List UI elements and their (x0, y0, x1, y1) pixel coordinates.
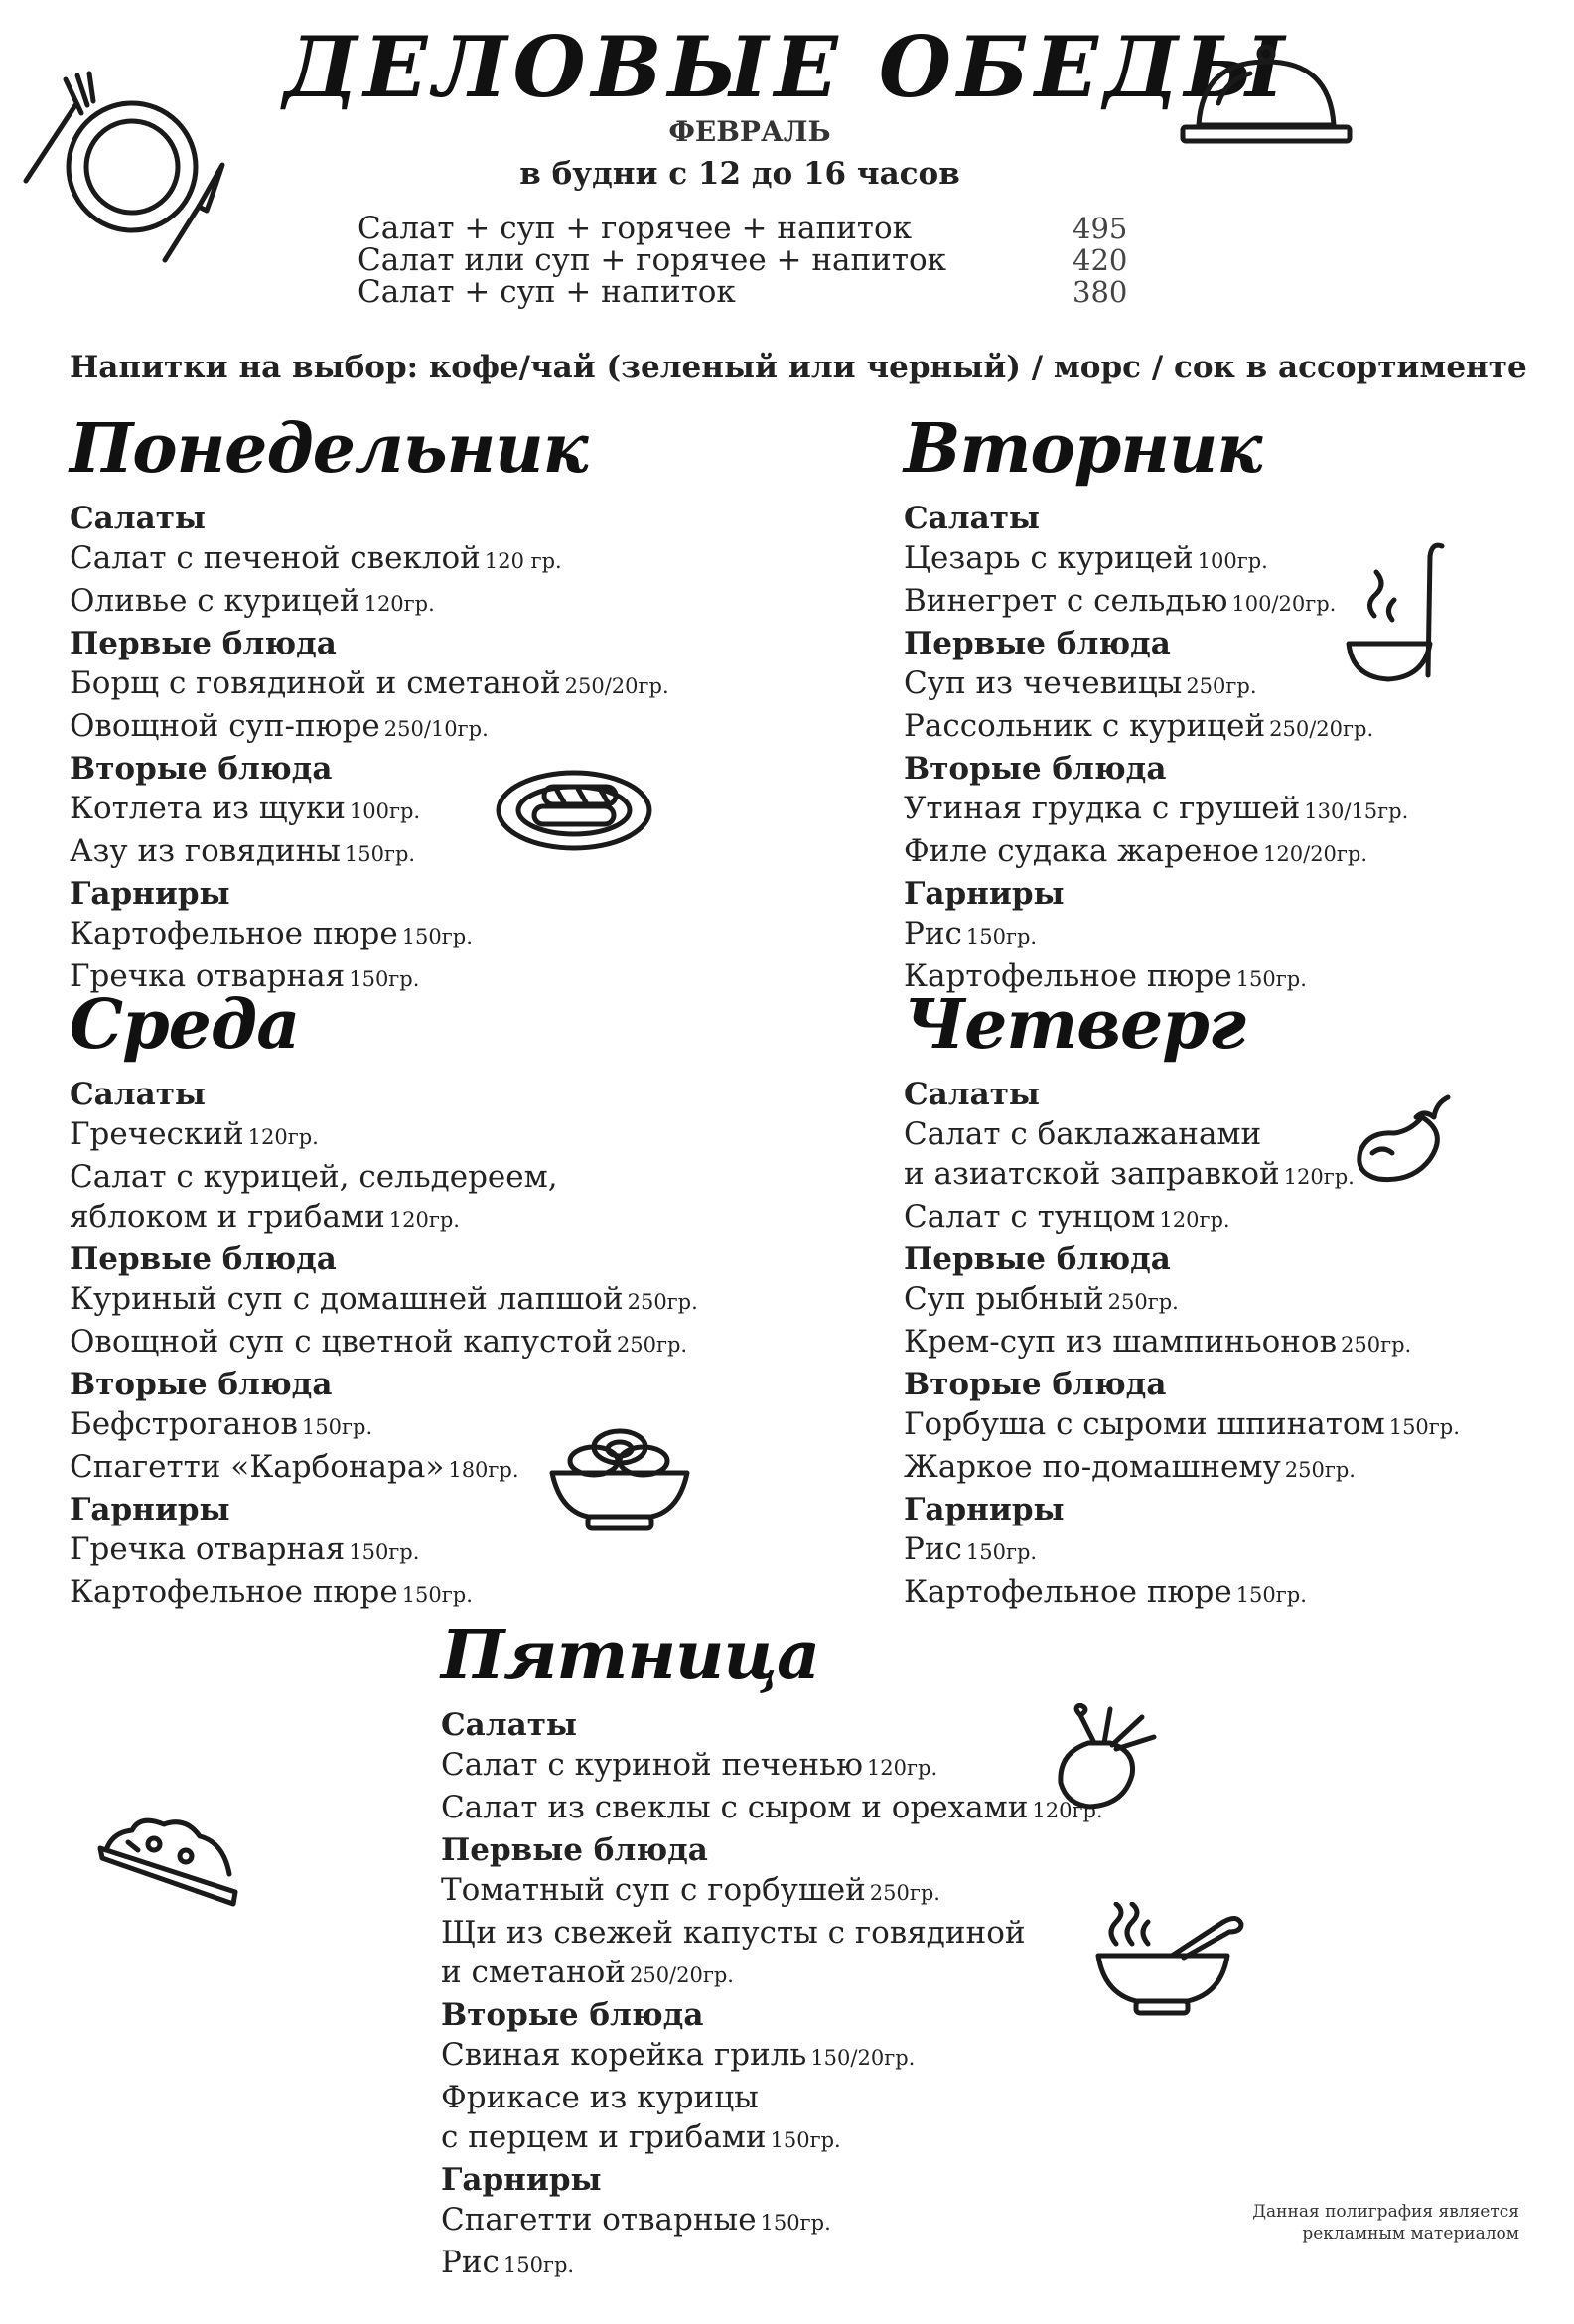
menu-item (904, 1404, 1460, 1447)
menu-item (441, 2200, 1103, 2243)
day-title: Четверг (904, 985, 1246, 1065)
dish-weight: 150гр. (1235, 1583, 1307, 1607)
dish-weight: 150гр. (1235, 967, 1307, 991)
advertising-note-line: рекламным материалом (1302, 2224, 1519, 2244)
category-heading: Гарниры (904, 876, 1065, 912)
dish-name: Спагетти «Карбонара» (70, 1449, 445, 1485)
dish-name: и азиатской заправкой (904, 1156, 1280, 1192)
dish-weight: 100гр. (349, 799, 421, 823)
dish-name: Горбуша с сыроми шпинатом (904, 1406, 1385, 1442)
dish-name: Свиная корейка гриль (441, 2037, 807, 2073)
dish-weight: 120гр. (1283, 1165, 1355, 1189)
category-heading: Салаты (441, 1707, 577, 1743)
salad-plate-icon (94, 1813, 243, 1912)
dish-weight: 250гр. (627, 1290, 698, 1314)
menu-item (70, 1157, 698, 1197)
category-heading: Вторые блюда (904, 751, 1167, 787)
category-heading: Салаты (904, 1077, 1040, 1112)
dish-weight: 150гр. (401, 1583, 473, 1607)
category-heading: Гарниры (70, 876, 230, 912)
dish-name: Картофельное пюре (70, 1574, 398, 1610)
dish-name: Щи из свежей капусты с говядиной (441, 1915, 1026, 1951)
category-heading: Первые блюда (70, 626, 337, 661)
menu-item (70, 914, 669, 956)
dish-name: Гречка отварная (70, 1531, 346, 1567)
dish-weight: 250гр. (1107, 1290, 1179, 1314)
cloche-icon (1177, 40, 1356, 149)
dish-name: Оливье с курицей (70, 583, 360, 619)
menu-item (904, 789, 1408, 831)
menu-item (70, 538, 669, 581)
advertising-note (1192, 2201, 1519, 2245)
dish-weight: 150гр. (770, 2128, 841, 2152)
day-monday (70, 407, 669, 999)
menu-item (904, 831, 1408, 874)
dish-name: Цезарь с курицей (904, 540, 1194, 576)
combo-name: Салат + суп + горячее + напиток (358, 211, 912, 246)
soup-bowl-icon (1092, 1902, 1246, 2021)
menu-item (904, 663, 1408, 706)
category-heading: Вторые блюда (904, 1367, 1167, 1402)
dish-weight: 150гр. (965, 1540, 1038, 1564)
month-label: ФЕВРАЛЬ (668, 115, 831, 148)
dish-name: Рассольник с курицей (904, 708, 1266, 744)
ladle-icon (1341, 536, 1450, 695)
combo-row (358, 276, 1132, 308)
dish-weight: 150гр. (1388, 1415, 1460, 1439)
dish-weight: 120 гр. (484, 549, 562, 573)
dish-name: Жаркое по-домашнему (904, 1449, 1281, 1485)
menu-item (441, 1913, 1103, 1953)
menu-item (904, 1529, 1460, 1572)
menu-item (904, 581, 1408, 624)
day-thursday (904, 983, 1460, 1615)
category-heading: Вторые блюда (441, 1997, 704, 2033)
category-heading: Вторые блюда (70, 1367, 333, 1402)
dish-weight: 120гр. (1032, 1799, 1103, 1822)
dish-weight: 130/15гр. (1304, 799, 1409, 823)
menu-item (904, 914, 1408, 956)
dish-name: Рис (904, 916, 962, 951)
dish-name: Винегрет с сельдью (904, 583, 1228, 619)
dish-name: Салат с тунцом (904, 1199, 1156, 1235)
dish-weight: 250гр. (869, 1881, 940, 1905)
dish-name: Салат с баклажанами (904, 1116, 1262, 1152)
dish-name: Картофельное пюре (904, 1574, 1232, 1610)
dish-name: Рис (904, 1531, 962, 1567)
menu-item (441, 2243, 1103, 2285)
menu-item (70, 1572, 698, 1615)
beet-icon (1051, 1703, 1160, 1813)
dish-name: Картофельное пюре (904, 958, 1232, 994)
dish-name: Салат с куриной печенью (441, 1747, 863, 1783)
menu-item (441, 2117, 1103, 2160)
page-title: ДЕЛОВЫЕ ОБЕДЫ (283, 18, 1291, 116)
dish-weight: 100гр. (1197, 549, 1268, 573)
menu-item (70, 1529, 698, 1572)
dish-name: Фрикасе из курицы (441, 2080, 759, 2115)
dish-weight: 120гр. (1159, 1208, 1230, 1232)
day-title: Вторник (904, 409, 1262, 489)
day-tuesday (904, 407, 1408, 999)
plate-cutlery-icon (18, 70, 236, 278)
drinks-note: Напитки на выбор: кофе/чай (зеленый или черный) / морс / сок в ассортименте (70, 350, 1527, 385)
dish-weight: 120гр. (247, 1125, 319, 1149)
day-title: Понедельник (70, 409, 588, 489)
dish-weight: 120/20гр. (1263, 842, 1368, 866)
advertising-note-line: Данная полиграфия является (1252, 2202, 1519, 2222)
dish-weight: 250/20гр. (1269, 717, 1374, 741)
dish-name: Азу из говядины (70, 833, 341, 869)
dish-weight: 250/20гр. (629, 1963, 734, 1987)
menu-item (70, 663, 669, 706)
dish-name: Филе судака жареное (904, 833, 1260, 869)
eggplant-icon (1353, 1088, 1452, 1187)
dish-name: Рис (441, 2245, 500, 2280)
combo-price: 495 (1073, 212, 1128, 245)
combo-name: Салат + суп + напиток (358, 274, 736, 310)
category-heading: Гарниры (904, 1492, 1065, 1527)
dish-name: Спагетти отварные (441, 2202, 757, 2238)
dish-name: Салат с курицей, сельдереем, (70, 1159, 558, 1195)
dish-weight: 120гр. (866, 1756, 938, 1780)
dish-weight: 150/20гр. (810, 2046, 916, 2070)
dish-name: Суп рыбный (904, 1281, 1104, 1317)
dish-name: Томатный суп с горбушей (441, 1872, 866, 1908)
dish-weight: 150гр. (760, 2211, 831, 2235)
category-heading: Гарниры (441, 2162, 602, 2198)
dish-weight: 120гр. (388, 1208, 460, 1232)
category-heading: Гарниры (70, 1492, 230, 1527)
dish-weight: 150гр. (401, 925, 473, 948)
dish-name: Борщ с говядиной и сметаной (70, 665, 561, 701)
dish-name: Котлета из щуки (70, 791, 346, 826)
category-heading: Первые блюда (904, 626, 1171, 661)
menu-item (70, 581, 669, 624)
menu-item (904, 1197, 1460, 1239)
menu-item (441, 1870, 1103, 1913)
menu-item (441, 1788, 1103, 1830)
category-heading: Салаты (904, 501, 1040, 536)
menu-item (70, 706, 669, 749)
category-heading: Салаты (70, 501, 206, 536)
dish-name: и сметаной (441, 1955, 626, 1990)
category-heading: Первые блюда (904, 1241, 1171, 1277)
menu-item (70, 1322, 698, 1365)
dish-name: Греческий (70, 1116, 244, 1152)
combo-price: 420 (1073, 243, 1128, 277)
dish-weight: 250гр. (616, 1333, 688, 1357)
menu-item (441, 1745, 1103, 1788)
menu-item (904, 1572, 1460, 1615)
combo-name: Салат или суп + горячее + напиток (358, 242, 947, 278)
dish-weight: 120гр. (363, 592, 435, 616)
menu-item (441, 2078, 1103, 2117)
dish-name: Куриный суп с домашней лапшой (70, 1281, 624, 1317)
dish-weight: 150гр. (965, 925, 1038, 948)
noodle-bowl-icon (548, 1425, 692, 1534)
dish-name: Гречка отварная (70, 958, 346, 994)
menu-item (904, 1322, 1460, 1365)
dish-name: Салат из свеклы с сыром и орехами (441, 1790, 1029, 1825)
menu-item (441, 1953, 1103, 1995)
day-friday (441, 1614, 1103, 2285)
menu-item (904, 1447, 1460, 1490)
menu-item (70, 1114, 698, 1157)
grilled-plate-icon (495, 765, 653, 854)
dish-name: Овощной суп-пюре (70, 708, 380, 744)
dish-name: яблоком и грибами (70, 1199, 385, 1235)
dish-weight: 150гр. (502, 2253, 575, 2277)
dish-name: Суп из чечевицы (904, 665, 1183, 701)
dish-weight: 150гр. (349, 967, 420, 991)
dish-weight: 180гр. (448, 1458, 519, 1482)
dish-weight: 150гр. (301, 1415, 373, 1439)
category-heading: Первые блюда (70, 1241, 337, 1277)
menu-item (70, 1279, 698, 1322)
dish-weight: 150гр. (344, 842, 416, 866)
day-title: Среда (70, 985, 300, 1065)
combo-price-list (358, 213, 1132, 308)
menu-item (441, 2035, 1103, 2078)
dish-weight: 100/20гр. (1231, 592, 1337, 616)
combo-row (358, 213, 1132, 244)
category-heading: Салаты (70, 1077, 206, 1112)
dish-weight: 250/10гр. (383, 717, 489, 741)
dish-name: с перцем и грибами (441, 2119, 767, 2155)
menu-item (904, 706, 1408, 749)
dish-name: Картофельное пюре (70, 916, 398, 951)
menu-item (70, 1197, 698, 1239)
dish-name: Утиная грудка с грушей (904, 791, 1301, 826)
category-heading: Вторые блюда (70, 751, 333, 787)
dish-weight: 250гр. (1186, 674, 1257, 698)
hours-label: в будни с 12 до 16 часов (519, 156, 960, 192)
dish-weight: 250гр. (1284, 1458, 1356, 1482)
combo-price: 380 (1073, 275, 1128, 309)
dish-name: Овощной суп с цветной капустой (70, 1324, 613, 1360)
dish-name: Крем-суп из шампиньонов (904, 1324, 1338, 1360)
dish-name: Бефстроганов (70, 1406, 298, 1442)
category-heading: Первые блюда (441, 1832, 708, 1868)
menu-item (904, 538, 1408, 581)
dish-weight: 250гр. (1341, 1333, 1412, 1357)
menu-item (904, 1279, 1460, 1322)
dish-weight: 150гр. (349, 1540, 420, 1564)
combo-row (358, 244, 1132, 276)
day-title: Пятница (441, 1616, 820, 1695)
dish-weight: 250/20гр. (564, 674, 669, 698)
dish-name: Салат с печеной свеклой (70, 540, 481, 576)
